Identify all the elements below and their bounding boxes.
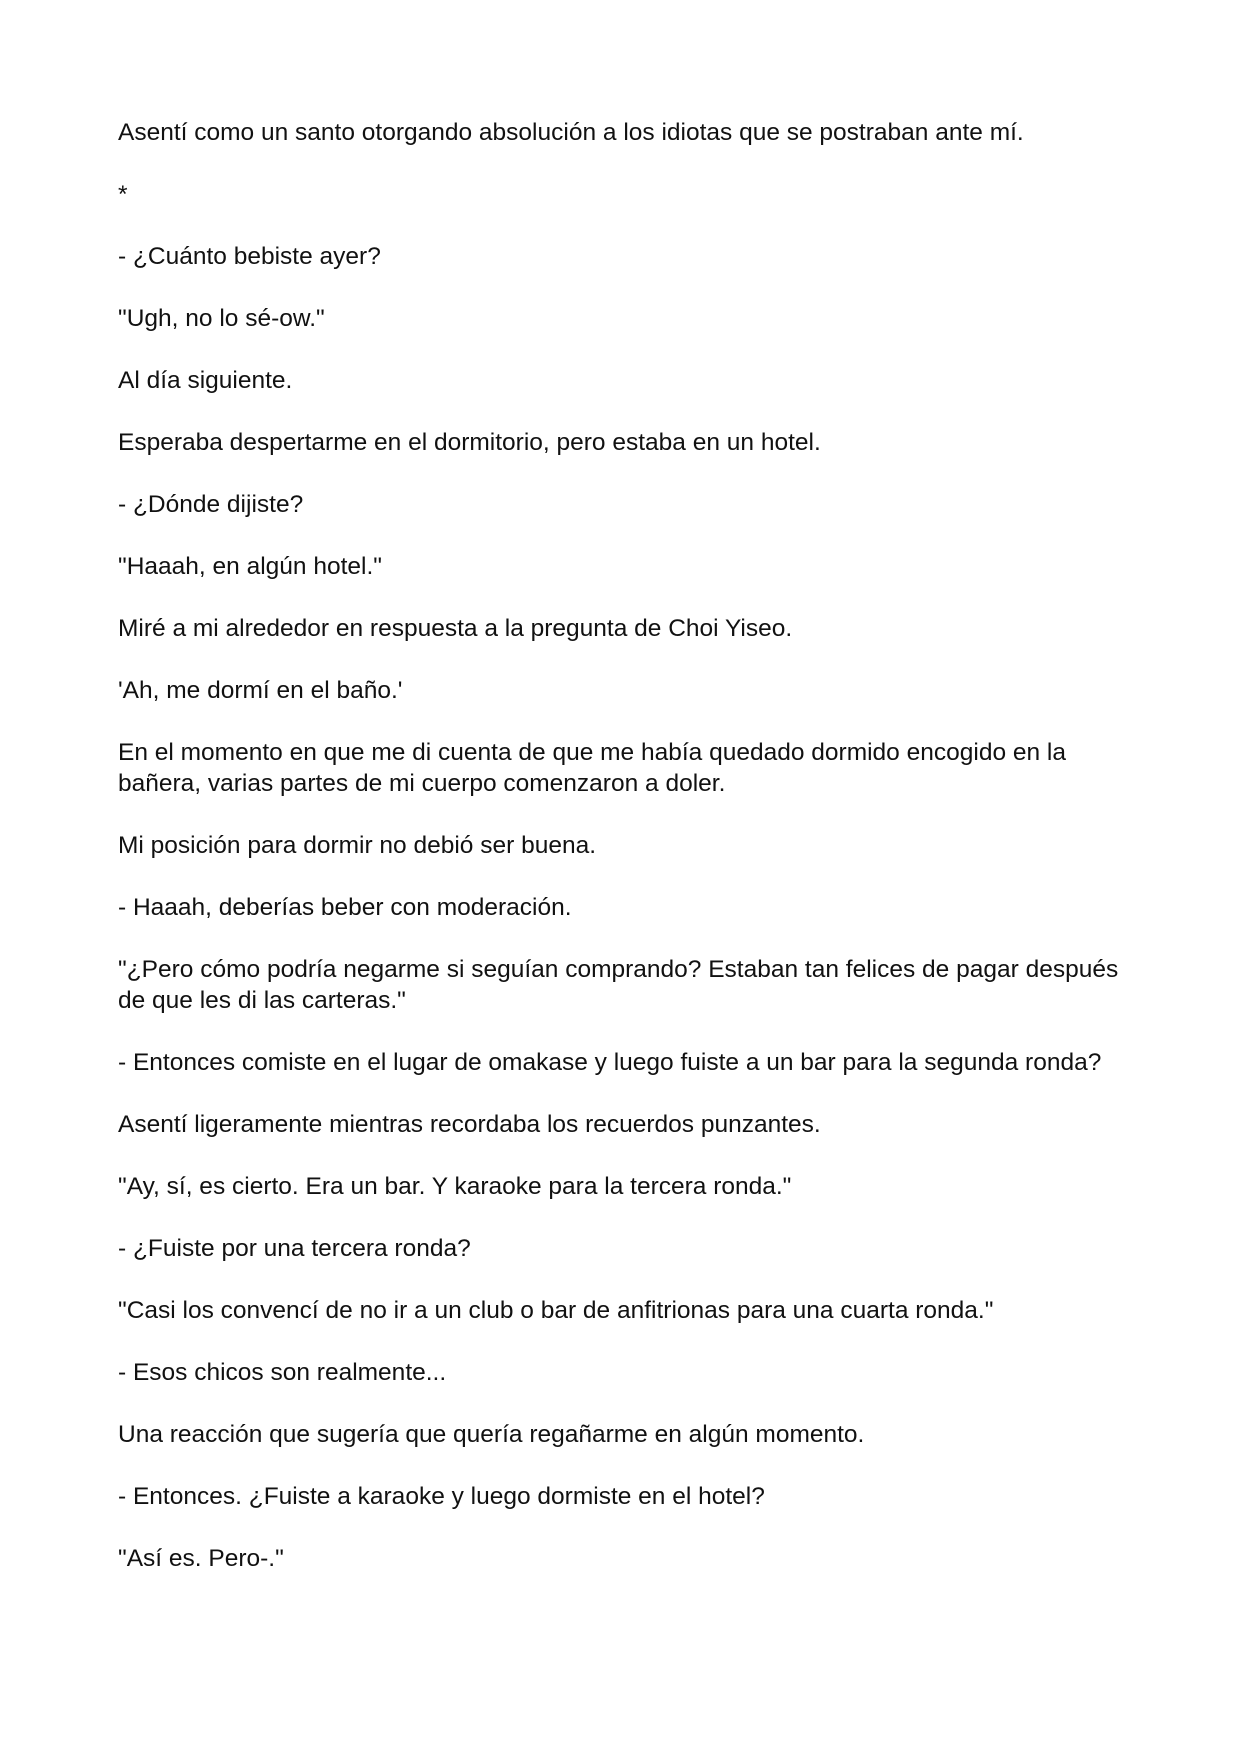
paragraph: "Haaah, en algún hotel." <box>118 553 382 580</box>
paragraph: Una reacción que sugería que quería regañarme en algún momento. <box>118 1421 865 1448</box>
paragraph: Miré a mi alrededor en respuesta a la pregunta de Choi Yiseo. <box>118 615 793 642</box>
paragraph: Esperaba despertarme en el dormitorio, pero estaba en un hotel. <box>118 429 821 456</box>
paragraph: - Haaah, deberías beber con moderación. <box>118 894 572 921</box>
paragraph: Asentí como un santo otorgando absolución a los idiotas que se postraban ante mí. <box>118 119 1024 146</box>
scene-break: * <box>118 181 128 208</box>
paragraph: - Esos chicos son realmente... <box>118 1359 447 1386</box>
paragraph: - ¿Dónde dijiste? <box>118 491 304 518</box>
paragraph: - Entonces comiste en el lugar de omakase y luego fuiste a un bar para la segunda ronda? <box>118 1049 1102 1076</box>
paragraph: Al día siguiente. <box>118 367 293 394</box>
paragraph: En el momento en que me di cuenta de que me había quedado dormido encogido en la bañera, varias partes de mi cuerpo comenzaron a doler. <box>118 739 1066 797</box>
paragraph: "Ay, sí, es cierto. Era un bar. Y karaoke para la tercera ronda." <box>118 1173 792 1200</box>
paragraph: - Entonces. ¿Fuiste a karaoke y luego dormiste en el hotel? <box>118 1483 765 1510</box>
paragraph: - ¿Cuánto bebiste ayer? <box>118 243 381 270</box>
paragraph: "Ugh, no lo sé-ow." <box>118 305 325 332</box>
paragraph: - ¿Fuiste por una tercera ronda? <box>118 1235 471 1262</box>
document-body <box>118 117 1128 1605</box>
paragraph: "Casi los convencí de no ir a un club o bar de anfitrionas para una cuarta ronda." <box>118 1297 994 1324</box>
paragraph: Mi posición para dormir no debió ser buena. <box>118 832 597 859</box>
paragraph: "Así es. Pero-." <box>118 1545 284 1572</box>
paragraph: "¿Pero cómo podría negarme si seguían comprando? Estaban tan felices de pagar después de que les di las carteras." <box>118 956 1119 1014</box>
paragraph: Asentí ligeramente mientras recordaba los recuerdos punzantes. <box>118 1111 821 1138</box>
paragraph: 'Ah, me dormí en el baño.' <box>118 677 403 704</box>
